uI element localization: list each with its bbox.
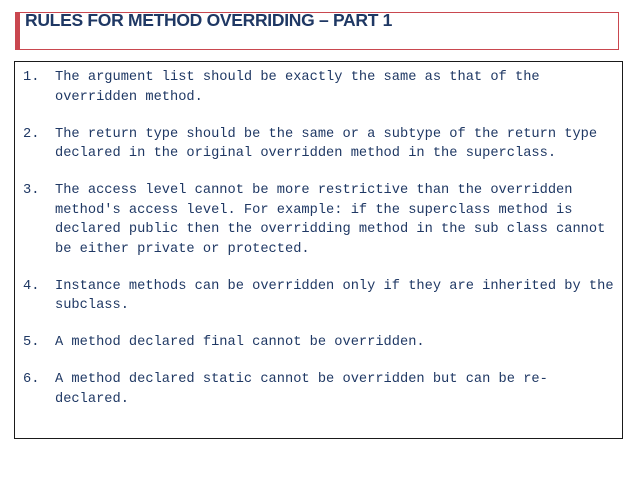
rule-number: 2. bbox=[23, 126, 40, 142]
list-item bbox=[23, 370, 621, 409]
rules-box bbox=[14, 61, 623, 439]
rule-number: 6. bbox=[23, 372, 40, 387]
rule-text: A method declared static cannot be overridden but can be re-declared. bbox=[55, 372, 548, 407]
rule-number: 1. bbox=[23, 70, 40, 85]
rule-text: The argument list should be exactly the same as that of the overridden method. bbox=[55, 70, 540, 105]
rule-text: The return type should be the same or a subtype of the return type declared in the original overridden method in the superclass. bbox=[55, 126, 598, 161]
rules-list bbox=[23, 68, 621, 427]
list-item bbox=[23, 333, 621, 353]
rule-number: 4. bbox=[23, 278, 40, 294]
rule-number: 5. bbox=[23, 335, 40, 350]
list-item bbox=[23, 181, 621, 259]
list-item bbox=[23, 277, 621, 316]
rule-number: 3. bbox=[23, 183, 40, 198]
rule-text: Instance methods can be overridden only if they are inherited by the subclass. bbox=[55, 278, 614, 313]
list-item bbox=[23, 125, 621, 164]
list-item bbox=[23, 68, 621, 107]
rule-text: The access level cannot be more restrictive than the overridden method's access level. For example: if the superclass method is declared public then the overridding method in the sub class cannot be either private or protected. bbox=[55, 183, 606, 257]
slide-title: RULES FOR METHOD OVERRIDING – PART 1 bbox=[25, 10, 393, 30]
rule-text: A method declared final cannot be overridden. bbox=[55, 335, 425, 350]
